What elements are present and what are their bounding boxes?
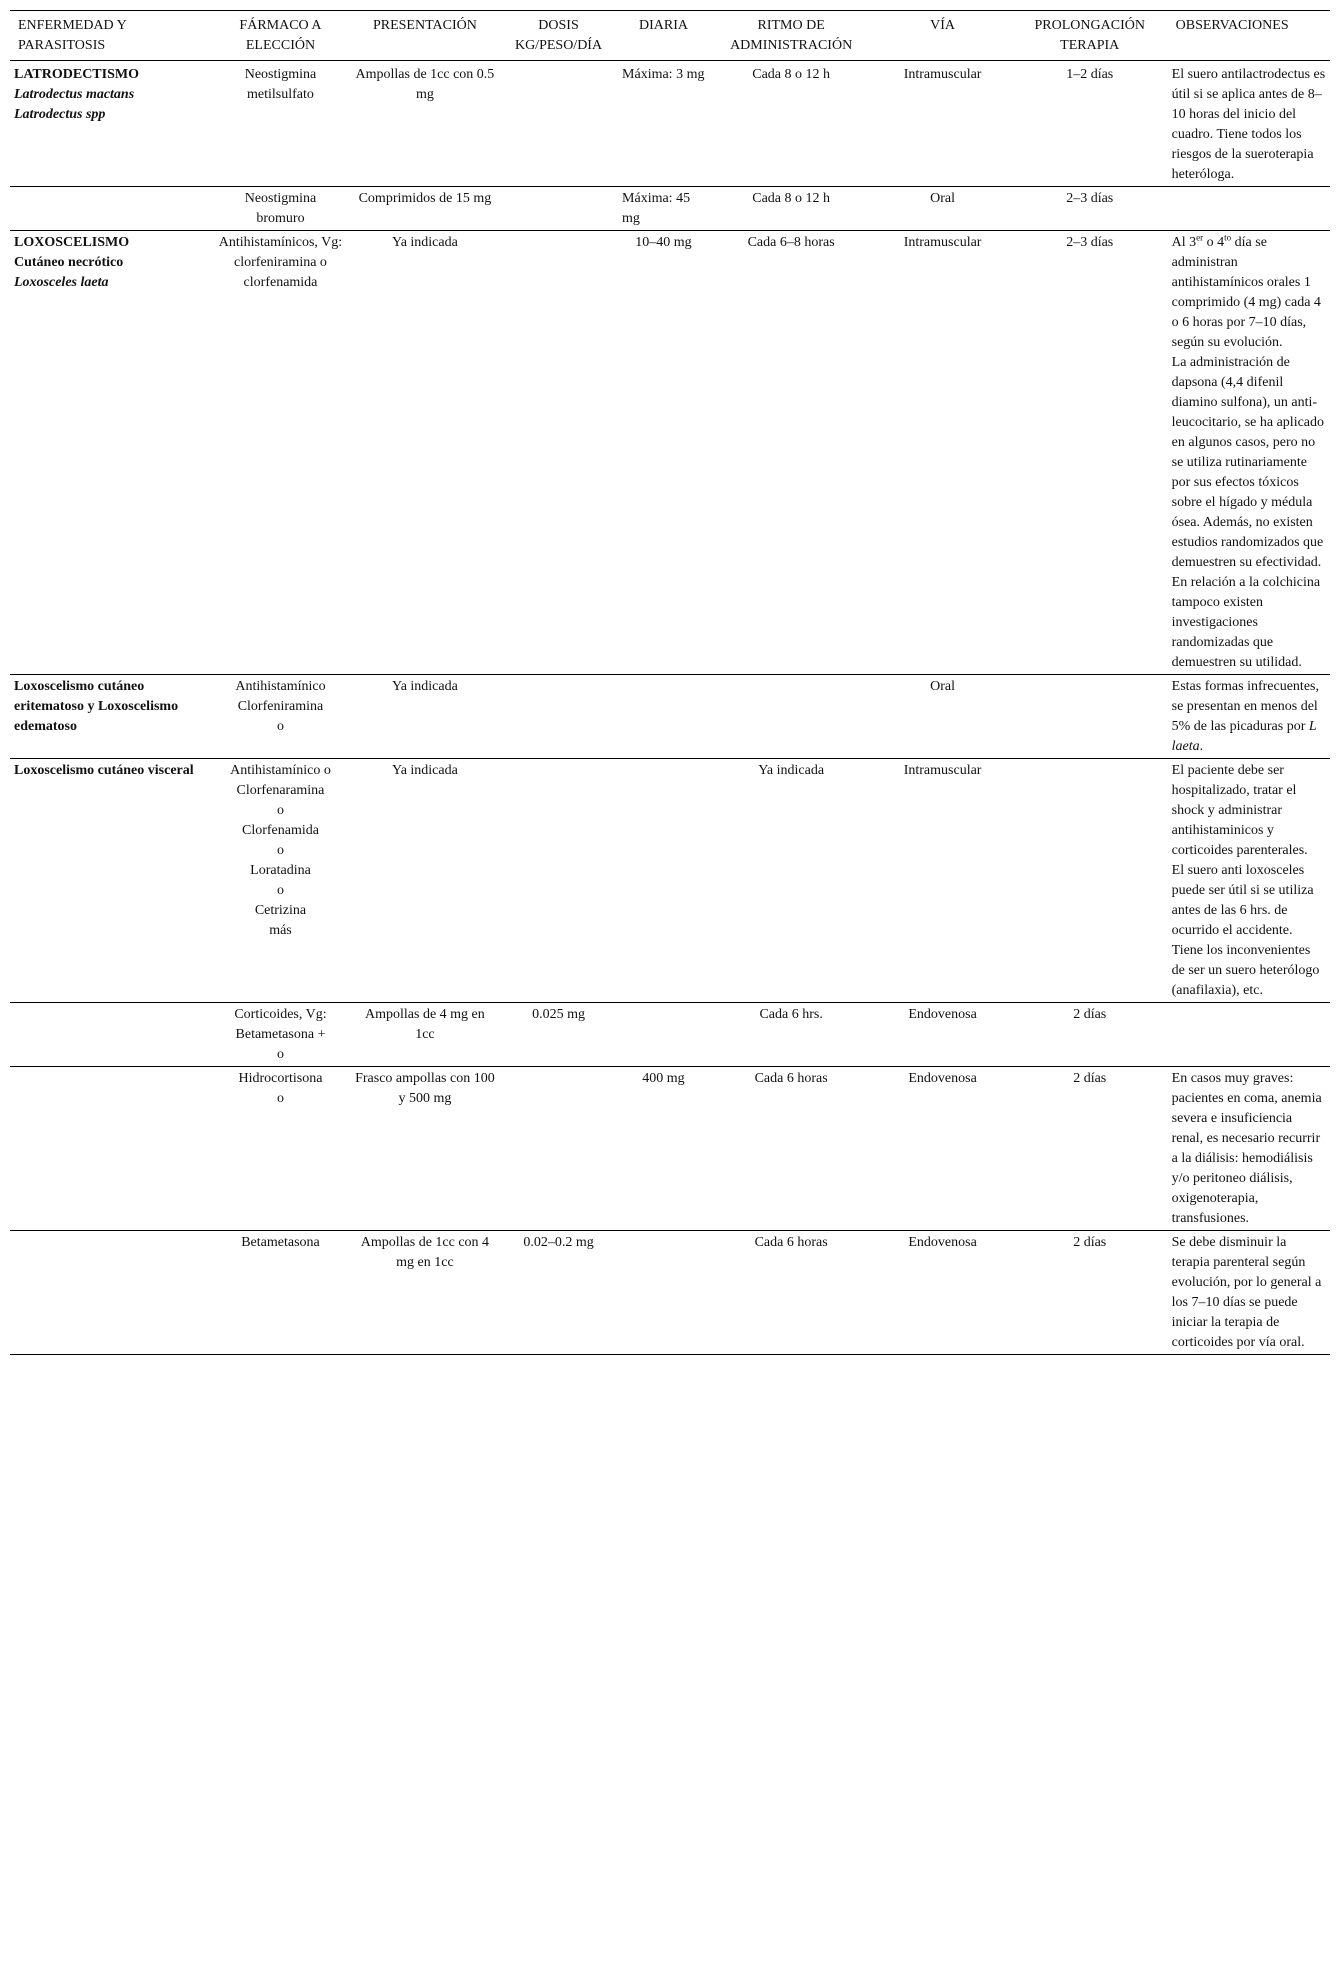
route-cell: Endovenosa xyxy=(908,1071,977,1086)
col-header-duration: PROLONGACIÓN TERAPIA xyxy=(1012,11,1168,61)
drug-line: Antihistamínico xyxy=(235,679,326,694)
table-row xyxy=(10,759,1330,1003)
disease-cell xyxy=(10,675,210,759)
observations-cell xyxy=(1168,187,1330,231)
rhythm-cell: Cada 6 horas xyxy=(754,1235,828,1250)
daily-cell xyxy=(618,1003,709,1067)
route-cell: Endovenosa xyxy=(908,1235,977,1250)
daily-cell: 400 mg xyxy=(642,1071,685,1086)
drug-line: Betametasona xyxy=(241,1235,320,1250)
presentation-cell: Ampollas de 1cc con 0.5 mg xyxy=(355,67,495,102)
col-header-drug: FÁRMACO A ELECCIÓN xyxy=(210,11,351,61)
presentation-cell: Ampollas de 1cc con 4 mg en 1cc xyxy=(360,1235,490,1270)
presentation-cell: Ya indicada xyxy=(391,235,458,250)
drug-line: o xyxy=(276,1047,284,1062)
table-row xyxy=(10,1231,1330,1355)
col-header-daily: DIARIA xyxy=(618,11,709,61)
duration-cell: 2–3 días xyxy=(1066,235,1114,250)
observations-cell xyxy=(1168,759,1330,1003)
observations-cell xyxy=(1168,231,1330,675)
col-header-route: VÍA xyxy=(873,11,1011,61)
presentation-cell: Ya indicada xyxy=(391,763,458,778)
observations-cell xyxy=(1168,1003,1330,1067)
drug-cell xyxy=(210,61,351,187)
disease-cell xyxy=(10,61,210,187)
route-cell: Oral xyxy=(930,679,956,694)
drug-cell: Antihistamínicos, Vg: clorfeniramina o clorfenamida xyxy=(218,235,343,290)
observations-paragraph: En relación a la colchicina tampoco existen investigaciones randomizadas que demuestren su utilidad. xyxy=(1171,575,1321,670)
col-header-dose: DOSIS KG/PESO/DÍA xyxy=(499,11,618,61)
drug-line: o xyxy=(276,843,284,858)
drug-cell xyxy=(210,187,351,231)
duration-cell: 1–2 días xyxy=(1066,67,1114,82)
disease-cell xyxy=(10,187,210,231)
observations-paragraph: El paciente debe ser hospitalizado, tratar el shock y administrar antihistaminicos y corticoides parenterales. xyxy=(1171,763,1308,858)
presentation-cell: Frasco ampollas con 100 y 500 mg xyxy=(355,1071,495,1106)
dose-cell xyxy=(499,1067,618,1231)
duration-cell: 2–3 días xyxy=(1066,191,1114,206)
drug-line: Clorfenamida xyxy=(241,823,319,838)
table-row xyxy=(10,1067,1330,1231)
table-row xyxy=(10,1003,1330,1067)
rhythm-cell: Cada 8 o 12 h xyxy=(752,67,831,82)
drug-cell xyxy=(210,675,351,759)
route-cell: Intramuscular xyxy=(903,67,982,82)
observations-paragraph: Al 3er o $4^{to}$ día se administran antihistamínicos orales 1 comprimido (4 mg) cada 4 o 6 horas por 7–10 días, según su evolución. xyxy=(1171,232,1321,350)
dose-cell xyxy=(499,61,618,187)
drug-line: o xyxy=(276,1091,284,1106)
table-row xyxy=(10,675,1330,759)
daily-cell: 10–40 mg xyxy=(635,235,692,250)
duration-cell xyxy=(1012,675,1168,759)
drug-cell xyxy=(210,1231,351,1355)
presentation-cell: Ampollas de 4 mg en 1cc xyxy=(365,1007,485,1042)
drug-line: Loratadina xyxy=(250,863,311,878)
drug-line: bromuro xyxy=(256,211,305,226)
drug-line: o xyxy=(276,803,284,818)
drug-cell xyxy=(210,1067,351,1231)
dose-cell xyxy=(499,675,618,759)
disease-species: Latrodectus mactans xyxy=(14,87,135,102)
observations-cell: Estas formas infrecuentes, se presentan en menos del 5% de las picaduras por L laeta. xyxy=(1171,679,1319,754)
disease-subtype: Cutáneo necrótico xyxy=(14,255,124,270)
drug-cell xyxy=(210,1003,351,1067)
col-header-presentation: PRESENTACIÓN xyxy=(351,11,499,61)
disease-cell xyxy=(10,231,210,675)
dose-cell xyxy=(499,759,618,1003)
table-row xyxy=(10,231,1330,675)
observations-paragraph: El suero anti loxosceles puede ser útil si se utiliza antes de las 6 hrs. de ocurrido el accidente. xyxy=(1171,863,1314,938)
col-header-rhythm: RITMO DE ADMINISTRACIÓN xyxy=(709,11,873,61)
disease-cell xyxy=(10,1231,210,1355)
route-cell: Oral xyxy=(930,191,956,206)
route-cell: Intramuscular xyxy=(903,763,982,778)
observations-paragraph: La administración de dapsona (4,4 difenil diamino sulfona), un anti-leucocitario, se ha aplicado en algunos casos, pero no se utiliza rutinariamente por sus efectos tóxicos sobre el hígado y médula ósea. Además, no existen estudios randomizados que demuestren su efectividad. xyxy=(1171,355,1325,570)
rhythm-cell: Cada 8 o 12 h xyxy=(752,191,831,206)
disease-species: Latrodectus spp xyxy=(14,107,106,122)
presentation-cell: Comprimidos de 15 mg xyxy=(358,191,492,206)
daily-cell: Máxima: 45 mg xyxy=(622,191,691,226)
rhythm-cell: Cada 6 hrs. xyxy=(759,1007,823,1022)
daily-cell xyxy=(618,759,709,1003)
route-cell: Intramuscular xyxy=(903,235,982,250)
daily-cell xyxy=(618,675,709,759)
drug-line: Clorfeniramina xyxy=(237,699,324,714)
disease-species: Loxosceles laeta xyxy=(14,275,109,290)
col-header-disease: ENFERMEDAD Y PARASITOSIS xyxy=(10,11,210,61)
header-row xyxy=(10,11,1330,61)
drug-cell xyxy=(210,759,351,1003)
observations-cell: El suero antilactrodectus es útil si se aplica antes de 8–10 horas del inicio del cuadro. Tiene todos los riesgos de la sueroterapia heteróloga. xyxy=(1171,67,1326,182)
dose-cell xyxy=(499,231,618,675)
disease-name: Loxoscelismo cutáneo eritematoso y Loxoscelismo edematoso xyxy=(14,679,179,734)
disease-name: LOXOSCELISMO xyxy=(14,235,130,250)
rhythm-cell: Cada 6 horas xyxy=(754,1071,828,1086)
rhythm-cell xyxy=(709,675,873,759)
rhythm-cell: Cada 6–8 horas xyxy=(747,235,835,250)
duration-cell: 2 días xyxy=(1073,1007,1107,1022)
dose-cell: 0.025 mg xyxy=(532,1007,585,1022)
drug-line: Neostigmina xyxy=(244,191,317,206)
drug-line: Corticoides, Vg: Betametasona + xyxy=(234,1007,327,1042)
duration-cell xyxy=(1012,759,1168,1003)
rhythm-cell: Ya indicada xyxy=(758,763,825,778)
daily-cell: Máxima: 3 mg xyxy=(622,67,705,82)
disease-cell xyxy=(10,1067,210,1231)
table-row xyxy=(10,61,1330,187)
route-cell: Endovenosa xyxy=(908,1007,977,1022)
disease-cell xyxy=(10,1003,210,1067)
observations-paragraph: Tiene los inconvenientes de ser un suero heterólogo (anafilaxia), etc. xyxy=(1171,943,1320,998)
presentation-cell: Ya indicada xyxy=(391,679,458,694)
drug-line: Cetrizina xyxy=(254,903,307,918)
drug-line: metilsulfato xyxy=(247,87,314,102)
dose-cell xyxy=(499,187,618,231)
drug-line: o xyxy=(276,719,284,734)
disease-cell xyxy=(10,759,210,1003)
disease-name: Loxoscelismo cutáneo visceral xyxy=(14,763,194,778)
drug-line: o xyxy=(276,883,284,898)
duration-cell: 2 días xyxy=(1073,1235,1107,1250)
treatment-table xyxy=(10,10,1330,1355)
drug-line: Hidrocortisona xyxy=(238,1071,323,1086)
observations-cell: En casos muy graves: pacientes en coma, anemia severa e insuficiencia renal, es necesario recurrir a la diálisis: hemodiálisis y/o peritoneo diálisis, oxigenoterapia, transfusiones. xyxy=(1171,1071,1322,1226)
disease-name: LATRODECTISMO xyxy=(14,67,139,82)
daily-cell xyxy=(618,1231,709,1355)
drug-line: Antihistamínico o Clorfenaramina xyxy=(230,763,331,798)
drug-line: Neostigmina xyxy=(244,67,317,82)
table-row xyxy=(10,187,1330,231)
observations-cell: Se debe disminuir la terapia parenteral según evolución, por lo general a los 7–10 días se puede iniciar la terapia de corticoides por vía oral. xyxy=(1171,1235,1322,1350)
col-header-observations: OBSERVACIONES xyxy=(1168,11,1330,61)
duration-cell: 2 días xyxy=(1073,1071,1107,1086)
drug-line: más xyxy=(269,923,292,938)
dose-cell: 0.02–0.2 mg xyxy=(523,1235,594,1250)
